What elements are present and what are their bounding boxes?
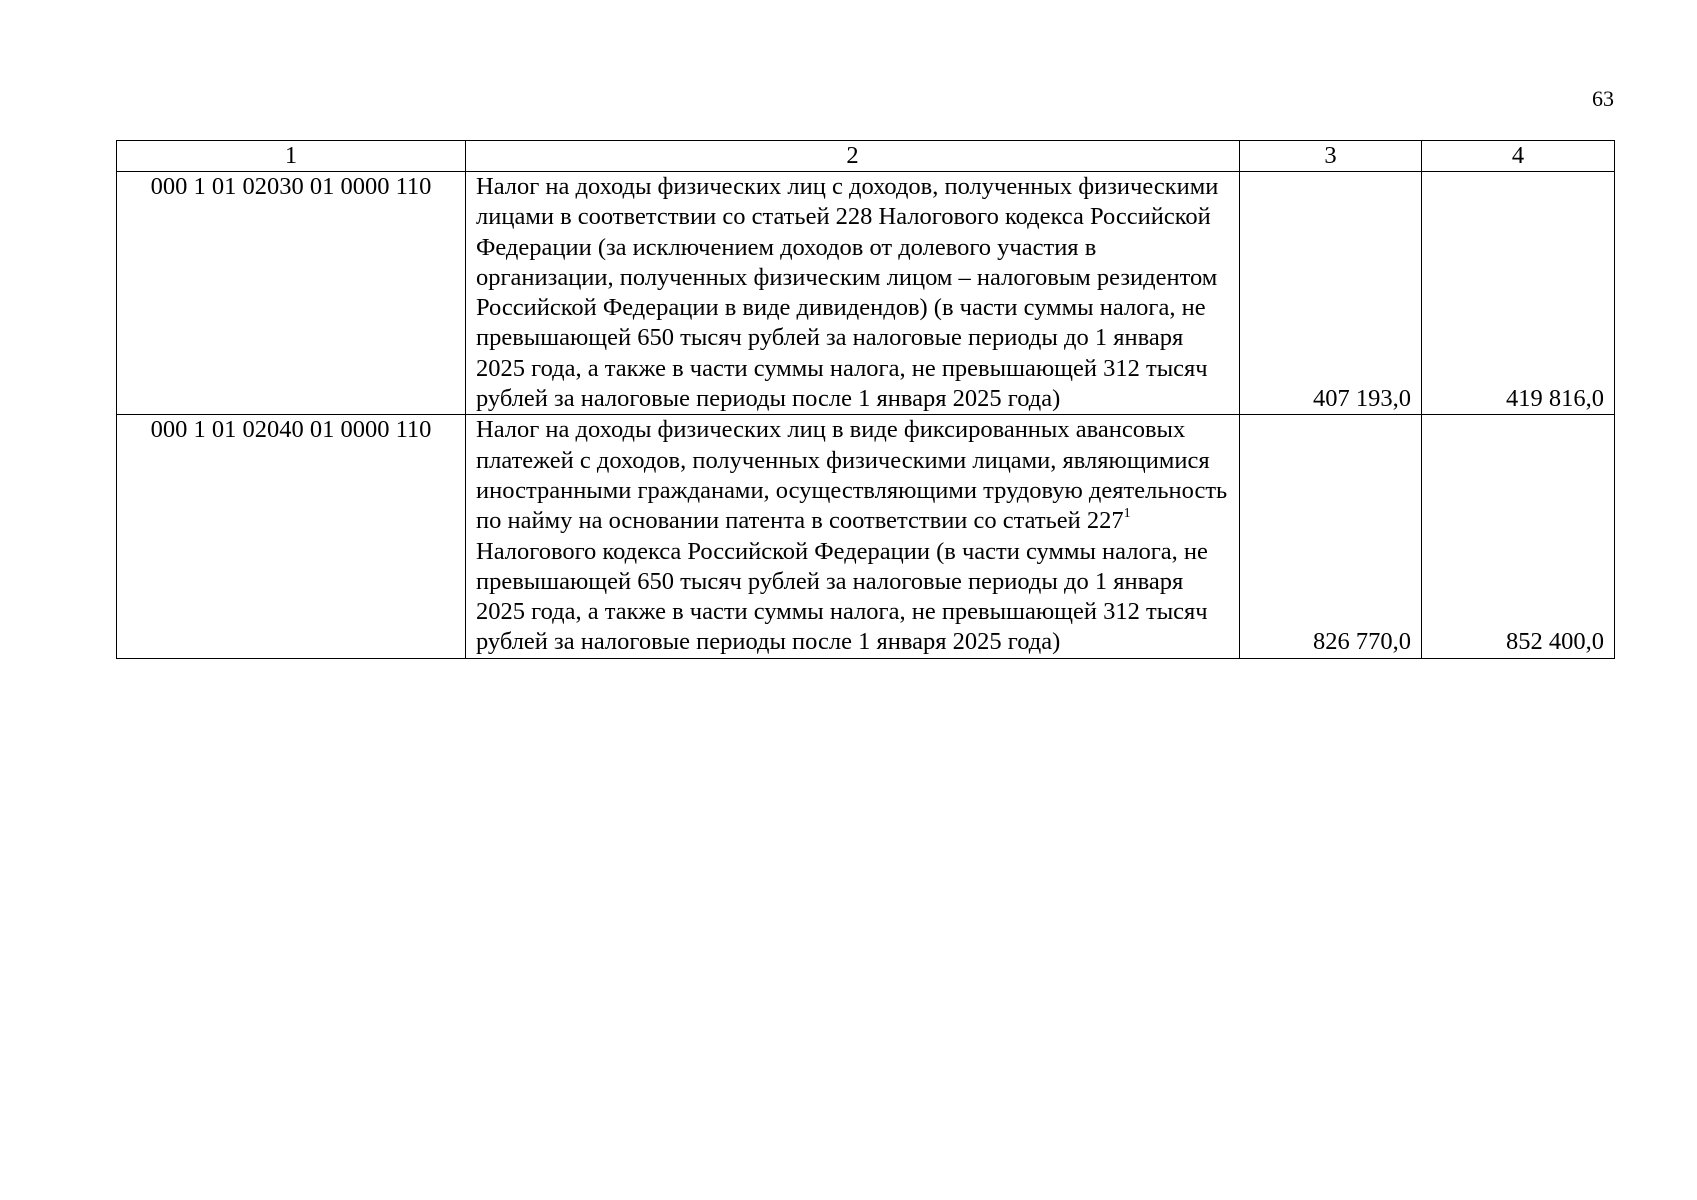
header-cell-4: 4	[1422, 141, 1615, 172]
article-superscript: 1	[1123, 506, 1131, 522]
value-cell-col-3: 826 770,0	[1240, 415, 1422, 658]
revenue-name-cell: Налог на доходы физических лиц с доходов, полученных физическими лицами в соответствии со статьей 228 Налогового кодекса Российской Федерации (за исключением доходов от долевого участия в организации, полученных физическим лицом – налоговым резидентом Российской Федерации в виде дивидендов) (в части суммы налога, не превышающей 650 тысяч рублей за налоговые периоды до 1 января 2025 года, а также в части суммы налога, не превышающей 312 тысяч рублей за налоговые периоды после 1 января 2025 года)	[466, 172, 1240, 415]
value-cell-col-4: 419 816,0	[1422, 172, 1615, 415]
table-header-row	[117, 141, 1615, 172]
revenue-name-text: Налог на доходы физических лиц в виде фиксированных авансовых платежей с доходов, полученных физическими лицами, являющимися иностранными гражданами, осуществляющими трудовую деятельность по найму на основании патента в соответствии со статьей 227	[476, 416, 1228, 535]
budget-code-cell: 000 1 01 02040 01 0000 110	[117, 415, 466, 658]
header-cell-3: 3	[1240, 141, 1422, 172]
page-number: 63	[1592, 86, 1614, 111]
revenue-name-text-continued: Налогового кодекса Российской Федерации (в части суммы налога, не превышающей 650 тысяч рублей за налоговые периоды до 1 января 2025 года, а также в части суммы налога, не превышающей 312 тысяч рублей за налоговые периоды после 1 января 2025 года)	[476, 537, 1208, 656]
header-cell-1: 1	[117, 141, 466, 172]
budget-revenue-table	[116, 140, 1615, 659]
header-cell-2: 2	[466, 141, 1240, 172]
revenue-name-cell	[466, 415, 1240, 658]
value-cell-col-3: 407 193,0	[1240, 172, 1422, 415]
table-row	[117, 172, 1615, 415]
table-row	[117, 415, 1615, 658]
value-cell-col-4: 852 400,0	[1422, 415, 1615, 658]
budget-code-cell: 000 1 01 02030 01 0000 110	[117, 172, 466, 415]
